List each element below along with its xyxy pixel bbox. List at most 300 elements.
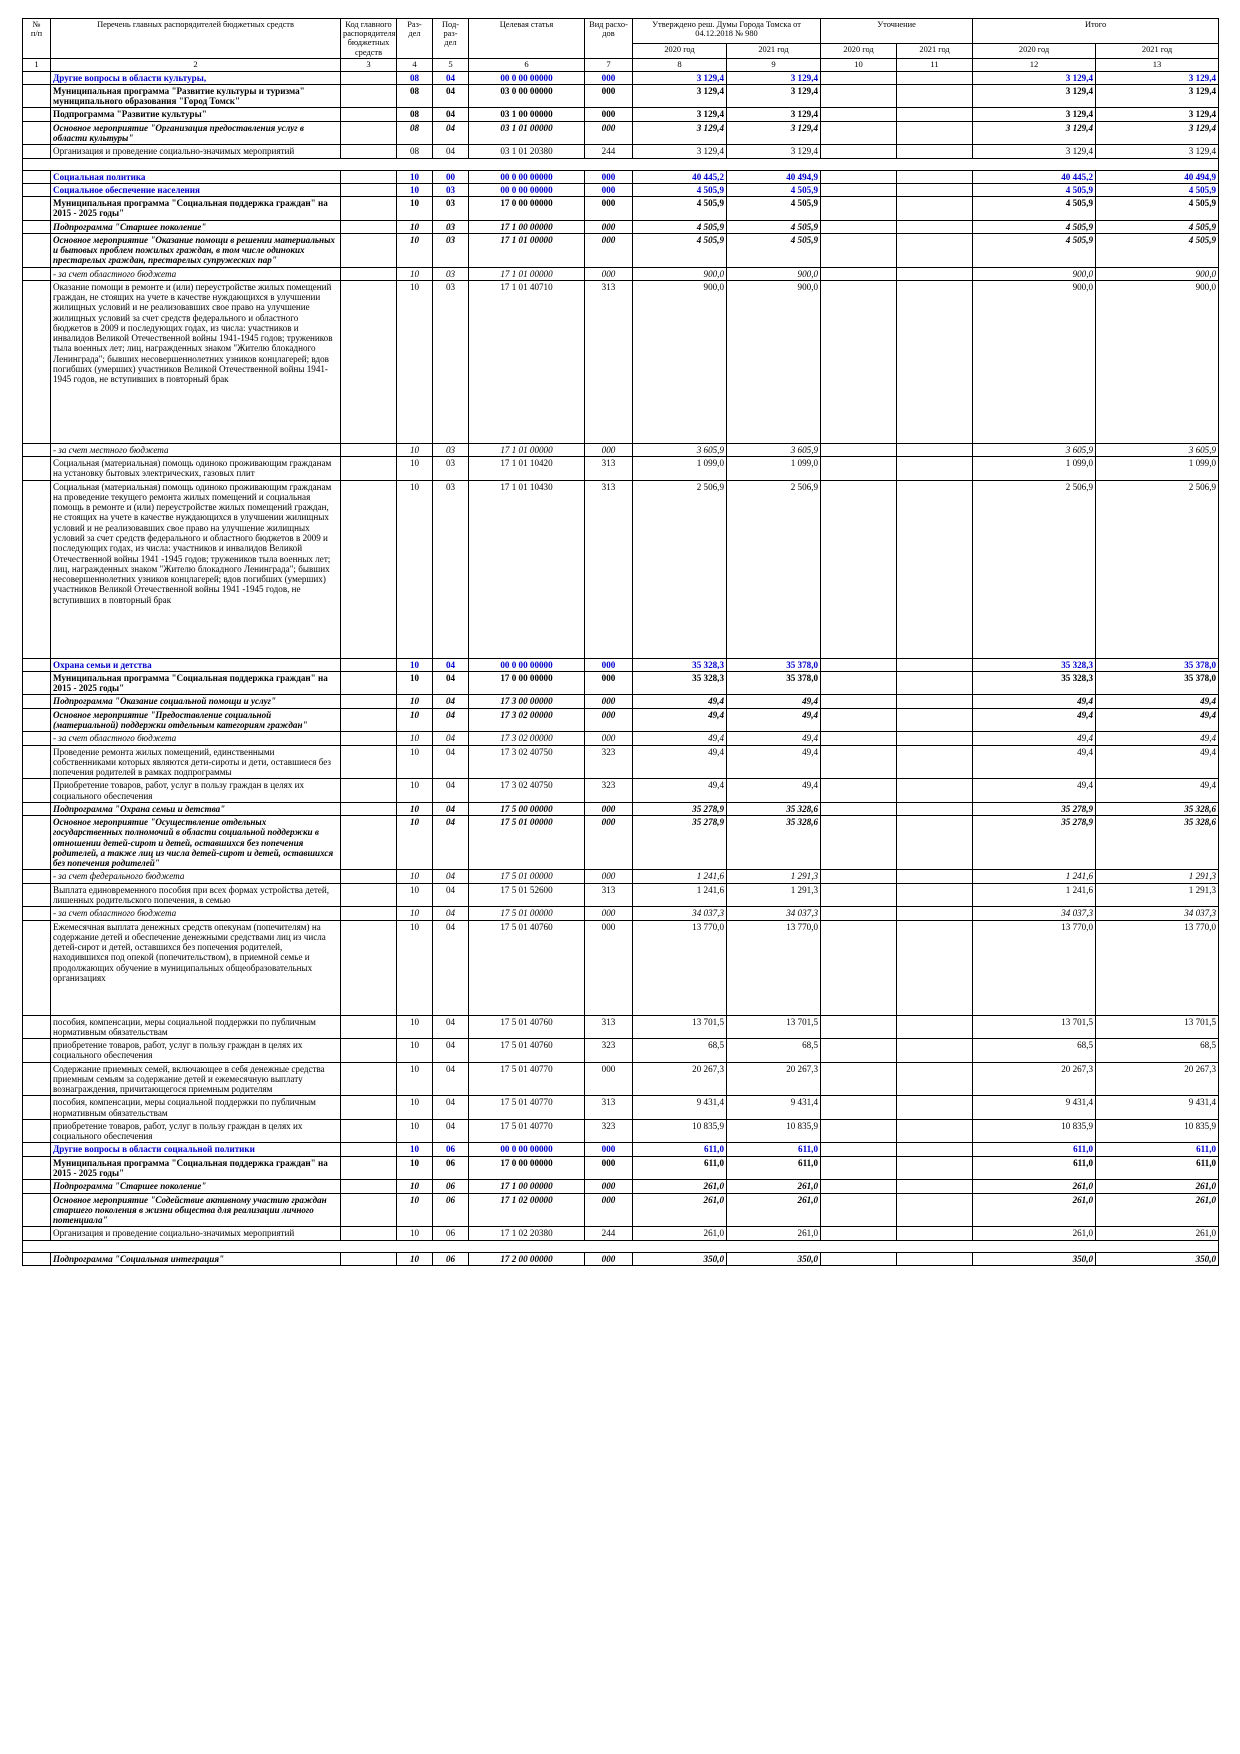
table-row: [23, 802, 1219, 815]
table-row: [23, 779, 1219, 803]
header-col-vid: Вид расхо- дов: [585, 19, 633, 59]
cell-approved-2020: 49,4: [633, 779, 727, 803]
cell-code: [341, 170, 397, 183]
cell-itogo-2020: 4 505,9: [973, 197, 1096, 221]
cell-row-number: [23, 170, 51, 183]
cell-itogo-2021: 10 835,9: [1096, 1119, 1219, 1143]
cell-name: Организация и проведение социально-значимых мероприятий: [51, 1227, 341, 1240]
cell-celevaya: 17 5 01 40770: [469, 1062, 585, 1096]
colnum-10: 10: [821, 58, 897, 71]
colnum-8: 8: [633, 58, 727, 71]
cell-celevaya: 17 5 01 40770: [469, 1096, 585, 1120]
cell-celevaya: 03 1 01 00000: [469, 121, 585, 145]
header-col-no: № п/п: [23, 19, 51, 59]
cell-name: Другие вопросы в области культуры,: [51, 71, 341, 84]
cell-name: Оказание помощи в ремонте и (или) переустройстве жилых помещений граждан, не стоящих на учете в качестве нуждающихся в улучшении жилищных условий и не реализовавших свое право на улучшение жилищных условий за счет средств федерального и областного бюджетов в 2009 и последующих годах, из числа: участников и инвалидов Великой Отечественной войны 1941-1945 годов; тружеников тыла военных лет; лиц, награжденных знаком "Жителю блокадного Ленинграда"; бывших несовершеннолетних узников концлагерей; вдов погибших (умерших) участников Великой Отечественной войны 1941-1945 годов, не вступивших в повторный брак: [51, 280, 341, 443]
cell-approved-2021: 900,0: [727, 267, 821, 280]
cell-code: [341, 280, 397, 443]
cell-utoch-2021: [897, 695, 973, 708]
cell-itogo-2020: 3 129,4: [973, 108, 1096, 121]
cell-approved-2020: 611,0: [633, 1143, 727, 1156]
cell-utoch-2021: [897, 1252, 973, 1265]
cell-name: Социальное обеспечение населения: [51, 183, 341, 196]
cell-code: [341, 220, 397, 233]
cell-approved-2020: 35 328,3: [633, 658, 727, 671]
cell-name: Другие вопросы в области социальной политики: [51, 1143, 341, 1156]
cell-utoch-2020: [821, 121, 897, 145]
cell-itogo-2021: 3 129,4: [1096, 71, 1219, 84]
cell-vid: 313: [585, 883, 633, 907]
cell-approved-2020: 3 129,4: [633, 145, 727, 158]
cell-utoch-2020: [821, 671, 897, 695]
table-row: [23, 1039, 1219, 1063]
cell-razdel: 10: [397, 1062, 433, 1096]
cell-itogo-2021: 49,4: [1096, 708, 1219, 732]
cell-vid: 313: [585, 480, 633, 658]
cell-vid: 000: [585, 1193, 633, 1227]
cell-code: [341, 1039, 397, 1063]
cell-podrazdel: 04: [433, 84, 469, 108]
header-group-utochnenie: Уточнение: [821, 19, 973, 44]
cell-celevaya: 17 5 01 40770: [469, 1119, 585, 1143]
colnum-6: 6: [469, 58, 585, 71]
cell-row-number: [23, 1119, 51, 1143]
cell-row-number: [23, 1156, 51, 1180]
cell-utoch-2021: [897, 658, 973, 671]
cell-celevaya: 17 1 01 00000: [469, 267, 585, 280]
cell-podrazdel: 06: [433, 1180, 469, 1193]
cell-name: Подпрограмма "Старшее поколение": [51, 220, 341, 233]
cell-utoch-2021: [897, 802, 973, 815]
cell-row-number: [23, 457, 51, 481]
cell-code: [341, 1143, 397, 1156]
cell-itogo-2020: 2 506,9: [973, 480, 1096, 658]
cell-celevaya: 03 0 00 00000: [469, 84, 585, 108]
cell-approved-2021: 40 494,9: [727, 170, 821, 183]
cell-utoch-2020: [821, 220, 897, 233]
cell-vid: 313: [585, 280, 633, 443]
cell-code: [341, 443, 397, 456]
cell-podrazdel: 04: [433, 920, 469, 1015]
cell-itogo-2021: 1 291,3: [1096, 883, 1219, 907]
cell-approved-2020: 611,0: [633, 1156, 727, 1180]
cell-itogo-2021: 900,0: [1096, 280, 1219, 443]
cell-celevaya: 17 1 01 10430: [469, 480, 585, 658]
cell-name: Проведение ремонта жилых помещений, единственными собственниками которых являются дети-сироты и дети, оставшиеся без попечения родителей в рамках подпрограммы: [51, 745, 341, 779]
cell-itogo-2021: 4 505,9: [1096, 233, 1219, 267]
cell-razdel: 10: [397, 816, 433, 870]
cell-razdel: 10: [397, 708, 433, 732]
column-number-row: [23, 58, 1219, 71]
cell-approved-2021: 49,4: [727, 732, 821, 745]
cell-name: Охрана семьи и детства: [51, 658, 341, 671]
cell-utoch-2021: [897, 1015, 973, 1039]
table-row: [23, 1227, 1219, 1240]
cell-vid: 323: [585, 745, 633, 779]
cell-razdel: 10: [397, 267, 433, 280]
cell-razdel: 10: [397, 1252, 433, 1265]
cell-approved-2021: 261,0: [727, 1180, 821, 1193]
table-row: [23, 170, 1219, 183]
table-row: [23, 1143, 1219, 1156]
cell-podrazdel: 04: [433, 732, 469, 745]
cell-utoch-2020: [821, 84, 897, 108]
cell-approved-2020: 49,4: [633, 695, 727, 708]
cell-celevaya: 17 3 00 00000: [469, 695, 585, 708]
cell-approved-2021: 3 129,4: [727, 145, 821, 158]
cell-itogo-2020: 35 328,3: [973, 671, 1096, 695]
cell-code: [341, 745, 397, 779]
table-row: [23, 671, 1219, 695]
cell-name: Подпрограмма "Охрана семьи и детства": [51, 802, 341, 815]
cell-approved-2021: 4 505,9: [727, 183, 821, 196]
table-row: [23, 121, 1219, 145]
cell-itogo-2021: 4 505,9: [1096, 183, 1219, 196]
cell-approved-2021: 35 328,6: [727, 802, 821, 815]
cell-podrazdel: 04: [433, 1015, 469, 1039]
cell-itogo-2020: 49,4: [973, 732, 1096, 745]
cell-itogo-2021: 611,0: [1096, 1143, 1219, 1156]
cell-code: [341, 1156, 397, 1180]
cell-celevaya: 17 3 02 00000: [469, 708, 585, 732]
cell-itogo-2020: 13 770,0: [973, 920, 1096, 1015]
cell-utoch-2021: [897, 870, 973, 883]
cell-code: [341, 658, 397, 671]
table-row: [23, 280, 1219, 443]
cell-razdel: 08: [397, 121, 433, 145]
cell-row-number: [23, 108, 51, 121]
cell-itogo-2020: 261,0: [973, 1193, 1096, 1227]
header-utoch-2020: 2020 год: [821, 44, 897, 59]
cell-itogo-2021: 35 328,6: [1096, 802, 1219, 815]
cell-razdel: 10: [397, 1156, 433, 1180]
cell-code: [341, 708, 397, 732]
cell-utoch-2020: [821, 1015, 897, 1039]
cell-utoch-2020: [821, 1119, 897, 1143]
cell-utoch-2020: [821, 1180, 897, 1193]
cell-utoch-2020: [821, 1193, 897, 1227]
table-row: [23, 658, 1219, 671]
cell-razdel: 10: [397, 1193, 433, 1227]
cell-utoch-2021: [897, 779, 973, 803]
cell-podrazdel: 06: [433, 1143, 469, 1156]
cell-approved-2021: 35 328,6: [727, 816, 821, 870]
cell-approved-2020: 10 835,9: [633, 1119, 727, 1143]
header-approved-2020: 2020 год: [633, 44, 727, 59]
cell-approved-2020: 900,0: [633, 280, 727, 443]
cell-razdel: 10: [397, 732, 433, 745]
cell-razdel: 10: [397, 802, 433, 815]
cell-podrazdel: 06: [433, 1193, 469, 1227]
cell-row-number: [23, 779, 51, 803]
cell-name: - за счет областного бюджета: [51, 907, 341, 920]
cell-vid: 000: [585, 732, 633, 745]
cell-code: [341, 84, 397, 108]
cell-celevaya: 17 3 02 40750: [469, 745, 585, 779]
cell-itogo-2020: 10 835,9: [973, 1119, 1096, 1143]
cell-name: Муниципальная программа "Социальная поддержка граждан" на 2015 - 2025 годы": [51, 197, 341, 221]
cell-approved-2020: 9 431,4: [633, 1096, 727, 1120]
cell-approved-2021: 1 099,0: [727, 457, 821, 481]
cell-utoch-2021: [897, 671, 973, 695]
cell-vid: 000: [585, 170, 633, 183]
cell-name: Приобретение товаров, работ, услуг в пользу граждан в целях их социального обеспечения: [51, 779, 341, 803]
cell-utoch-2021: [897, 145, 973, 158]
cell-approved-2021: 10 835,9: [727, 1119, 821, 1143]
cell-itogo-2020: 35 278,9: [973, 802, 1096, 815]
cell-itogo-2020: 1 241,6: [973, 883, 1096, 907]
cell-itogo-2020: 49,4: [973, 745, 1096, 779]
cell-utoch-2020: [821, 1062, 897, 1096]
cell-itogo-2021: 261,0: [1096, 1180, 1219, 1193]
cell-name: Основное мероприятие "Осуществление отдельных государственных полномочий в области социальной поддержки в отношении детей-сирот и детей, оставшихся без попечения родителей, а также лиц из числа детей-сирот и детей, оставшихся без попечения родителей": [51, 816, 341, 870]
cell-approved-2021: 4 505,9: [727, 197, 821, 221]
cell-row-number: [23, 658, 51, 671]
cell-itogo-2021: 2 506,9: [1096, 480, 1219, 658]
cell-razdel: 10: [397, 870, 433, 883]
cell-celevaya: 00 0 00 00000: [469, 71, 585, 84]
table-row: [23, 84, 1219, 108]
cell-vid: 313: [585, 1096, 633, 1120]
cell-approved-2020: 20 267,3: [633, 1062, 727, 1096]
cell-itogo-2021: 3 129,4: [1096, 145, 1219, 158]
cell-itogo-2021: 1 291,3: [1096, 870, 1219, 883]
cell-utoch-2020: [821, 658, 897, 671]
cell-celevaya: 03 1 00 00000: [469, 108, 585, 121]
cell-celevaya: 17 1 01 00000: [469, 443, 585, 456]
cell-celevaya: 00 0 00 00000: [469, 1143, 585, 1156]
header-utoch-2021: 2021 год: [897, 44, 973, 59]
cell-razdel: 10: [397, 779, 433, 803]
cell-row-number: [23, 695, 51, 708]
cell-razdel: 10: [397, 883, 433, 907]
cell-celevaya: 17 5 00 00000: [469, 802, 585, 815]
cell-celevaya: 17 5 01 00000: [469, 870, 585, 883]
cell-name: приобретение товаров, работ, услуг в пользу граждан в целях их социального обеспечения: [51, 1119, 341, 1143]
cell-name: Содержание приемных семей, включающее в себя денежные средства приемным семьям за содержание детей и ежемесячную выплату вознаграждения, причитающегося приемным родителям: [51, 1062, 341, 1096]
cell-celevaya: 00 0 00 00000: [469, 183, 585, 196]
cell-utoch-2021: [897, 220, 973, 233]
cell-vid: 000: [585, 1156, 633, 1180]
cell-itogo-2020: 611,0: [973, 1156, 1096, 1180]
cell-code: [341, 183, 397, 196]
table-row: [23, 1240, 1219, 1252]
colnum-4: 4: [397, 58, 433, 71]
cell-podrazdel: 04: [433, 658, 469, 671]
cell-utoch-2021: [897, 1143, 973, 1156]
header-col-podrazdel: Под- раз- дел: [433, 19, 469, 59]
cell-utoch-2021: [897, 480, 973, 658]
cell-code: [341, 1096, 397, 1120]
table-row: [23, 233, 1219, 267]
cell-approved-2021: 1 291,3: [727, 870, 821, 883]
cell-itogo-2020: 611,0: [973, 1143, 1096, 1156]
cell-vid: 000: [585, 1143, 633, 1156]
cell-itogo-2020: 4 505,9: [973, 233, 1096, 267]
header-col-celevaya: Целевая статья: [469, 19, 585, 59]
cell-name: Основное мероприятие "Организация предоставления услуг в области культуры": [51, 121, 341, 145]
cell-utoch-2021: [897, 71, 973, 84]
cell-itogo-2020: 49,4: [973, 779, 1096, 803]
cell-vid: 000: [585, 816, 633, 870]
cell-celevaya: 17 3 02 00000: [469, 732, 585, 745]
cell-approved-2020: 49,4: [633, 745, 727, 779]
cell-approved-2020: 34 037,3: [633, 907, 727, 920]
cell-itogo-2020: 3 129,4: [973, 71, 1096, 84]
table-row: [23, 220, 1219, 233]
cell-row-number: [23, 745, 51, 779]
cell-itogo-2020: 13 701,5: [973, 1015, 1096, 1039]
cell-approved-2021: 9 431,4: [727, 1096, 821, 1120]
cell-approved-2020: 1 241,6: [633, 870, 727, 883]
cell-approved-2020: 1 099,0: [633, 457, 727, 481]
cell-podrazdel: 03: [433, 220, 469, 233]
cell-name: - за счет областного бюджета: [51, 267, 341, 280]
cell-name: Подпрограмма "Старшее поколение": [51, 1180, 341, 1193]
cell-utoch-2020: [821, 870, 897, 883]
cell-code: [341, 1180, 397, 1193]
cell-podrazdel: 04: [433, 745, 469, 779]
cell-itogo-2021: 4 505,9: [1096, 220, 1219, 233]
cell-vid: 000: [585, 920, 633, 1015]
colnum-7: 7: [585, 58, 633, 71]
cell-code: [341, 480, 397, 658]
table-row: [23, 1193, 1219, 1227]
cell-razdel: 08: [397, 108, 433, 121]
cell-code: [341, 71, 397, 84]
cell-approved-2021: 900,0: [727, 280, 821, 443]
cell-utoch-2021: [897, 745, 973, 779]
cell-code: [341, 121, 397, 145]
cell-utoch-2020: [821, 443, 897, 456]
cell-celevaya: 17 3 02 40750: [469, 779, 585, 803]
cell-approved-2021: 3 129,4: [727, 84, 821, 108]
cell-itogo-2021: 68,5: [1096, 1039, 1219, 1063]
cell-utoch-2020: [821, 170, 897, 183]
cell-row-number: [23, 280, 51, 443]
cell-utoch-2021: [897, 883, 973, 907]
cell-podrazdel: 06: [433, 1156, 469, 1180]
cell-row-number: [23, 183, 51, 196]
cell-itogo-2021: 13 701,5: [1096, 1015, 1219, 1039]
cell-celevaya: 03 1 01 20380: [469, 145, 585, 158]
cell-approved-2021: 611,0: [727, 1143, 821, 1156]
cell-razdel: 10: [397, 1143, 433, 1156]
cell-podrazdel: 03: [433, 443, 469, 456]
cell-podrazdel: 03: [433, 197, 469, 221]
cell-itogo-2021: 3 129,4: [1096, 108, 1219, 121]
cell-code: [341, 907, 397, 920]
cell-code: [341, 1062, 397, 1096]
cell-celevaya: 17 2 00 00000: [469, 1252, 585, 1265]
cell-itogo-2021: 35 378,0: [1096, 671, 1219, 695]
table-row: [23, 695, 1219, 708]
cell-utoch-2020: [821, 108, 897, 121]
table-row: [23, 145, 1219, 158]
cell-approved-2020: 68,5: [633, 1039, 727, 1063]
cell-utoch-2020: [821, 1252, 897, 1265]
table-row: [23, 457, 1219, 481]
cell-utoch-2020: [821, 708, 897, 732]
cell-podrazdel: 06: [433, 1252, 469, 1265]
cell-utoch-2021: [897, 121, 973, 145]
cell-celevaya: 17 1 02 00000: [469, 1193, 585, 1227]
cell-vid: 000: [585, 443, 633, 456]
cell-name: Социальная (материальная) помощь одиноко проживающим гражданам на проведение текущего ремонта жилых помещений и социальная помощь в ремонте и (или) переустройстве жилых помещений граждан, не стоящих на учете в качестве нуждающихся в улучшении жилищных условий и не реализовавших свое право на улучшение жилищных условий за счет средств федерального и областного бюджетов в 2009 и последующих годах, из числа: участников и инвалидов Великой Отечественной войны 1941 -1945 годов; тружеников тыла военных лет; лиц, награжденных знаком "Жителю блокадного Ленинграда"; бывших несовершеннолетних узников концлагерей; вдов погибших (умерших) участников Великой Отечественной войны 1941 -1945 годов, не вступивших в повторный брак: [51, 480, 341, 658]
cell-approved-2021: 20 267,3: [727, 1062, 821, 1096]
table-body: [23, 71, 1219, 1265]
budget-table: [22, 18, 1219, 1266]
cell-utoch-2020: [821, 183, 897, 196]
cell-razdel: 10: [397, 197, 433, 221]
cell-razdel: 10: [397, 1227, 433, 1240]
cell-itogo-2020: 3 605,9: [973, 443, 1096, 456]
cell-approved-2021: 3 605,9: [727, 443, 821, 456]
cell-itogo-2020: 350,0: [973, 1252, 1096, 1265]
cell-utoch-2021: [897, 1062, 973, 1096]
cell-code: [341, 802, 397, 815]
cell-utoch-2020: [821, 1039, 897, 1063]
cell-itogo-2020: 49,4: [973, 695, 1096, 708]
cell-row-number: [23, 802, 51, 815]
cell-utoch-2020: [821, 695, 897, 708]
cell-row-number: [23, 84, 51, 108]
cell-razdel: 10: [397, 280, 433, 443]
table-row: [23, 907, 1219, 920]
cell-vid: 000: [585, 708, 633, 732]
cell-name: Социальная политика: [51, 170, 341, 183]
cell-utoch-2021: [897, 170, 973, 183]
cell-itogo-2021: 261,0: [1096, 1227, 1219, 1240]
cell-approved-2020: 261,0: [633, 1227, 727, 1240]
table-row: [23, 920, 1219, 1015]
header-col-code: Код главного распорядителя бюджетных средств: [341, 19, 397, 59]
cell-podrazdel: 04: [433, 121, 469, 145]
cell-row-number: [23, 267, 51, 280]
cell-row-number: [23, 920, 51, 1015]
table-row: [23, 443, 1219, 456]
cell-code: [341, 267, 397, 280]
table-row: [23, 883, 1219, 907]
table-row: [23, 1062, 1219, 1096]
colnum-5: 5: [433, 58, 469, 71]
cell-itogo-2020: 261,0: [973, 1227, 1096, 1240]
header-itogo-2020: 2020 год: [973, 44, 1096, 59]
cell-code: [341, 108, 397, 121]
cell-itogo-2021: 3 129,4: [1096, 84, 1219, 108]
table-row: [23, 1015, 1219, 1039]
cell-vid: 313: [585, 1015, 633, 1039]
cell-razdel: 10: [397, 480, 433, 658]
cell-itogo-2021: 9 431,4: [1096, 1096, 1219, 1120]
cell-podrazdel: 04: [433, 145, 469, 158]
cell-utoch-2021: [897, 183, 973, 196]
header-col-razdel: Раз- дел: [397, 19, 433, 59]
cell-code: [341, 779, 397, 803]
cell-vid: 000: [585, 695, 633, 708]
table-row: [23, 183, 1219, 196]
cell-podrazdel: 04: [433, 1039, 469, 1063]
cell-celevaya: 17 1 01 00000: [469, 233, 585, 267]
cell-row-number: [23, 883, 51, 907]
colnum-11: 11: [897, 58, 973, 71]
cell-podrazdel: 04: [433, 816, 469, 870]
cell-row-number: [23, 816, 51, 870]
cell-celevaya: 17 1 00 00000: [469, 1180, 585, 1193]
cell-row-number: [23, 233, 51, 267]
spacer-cell: [23, 1240, 1219, 1252]
cell-vid: 323: [585, 1039, 633, 1063]
